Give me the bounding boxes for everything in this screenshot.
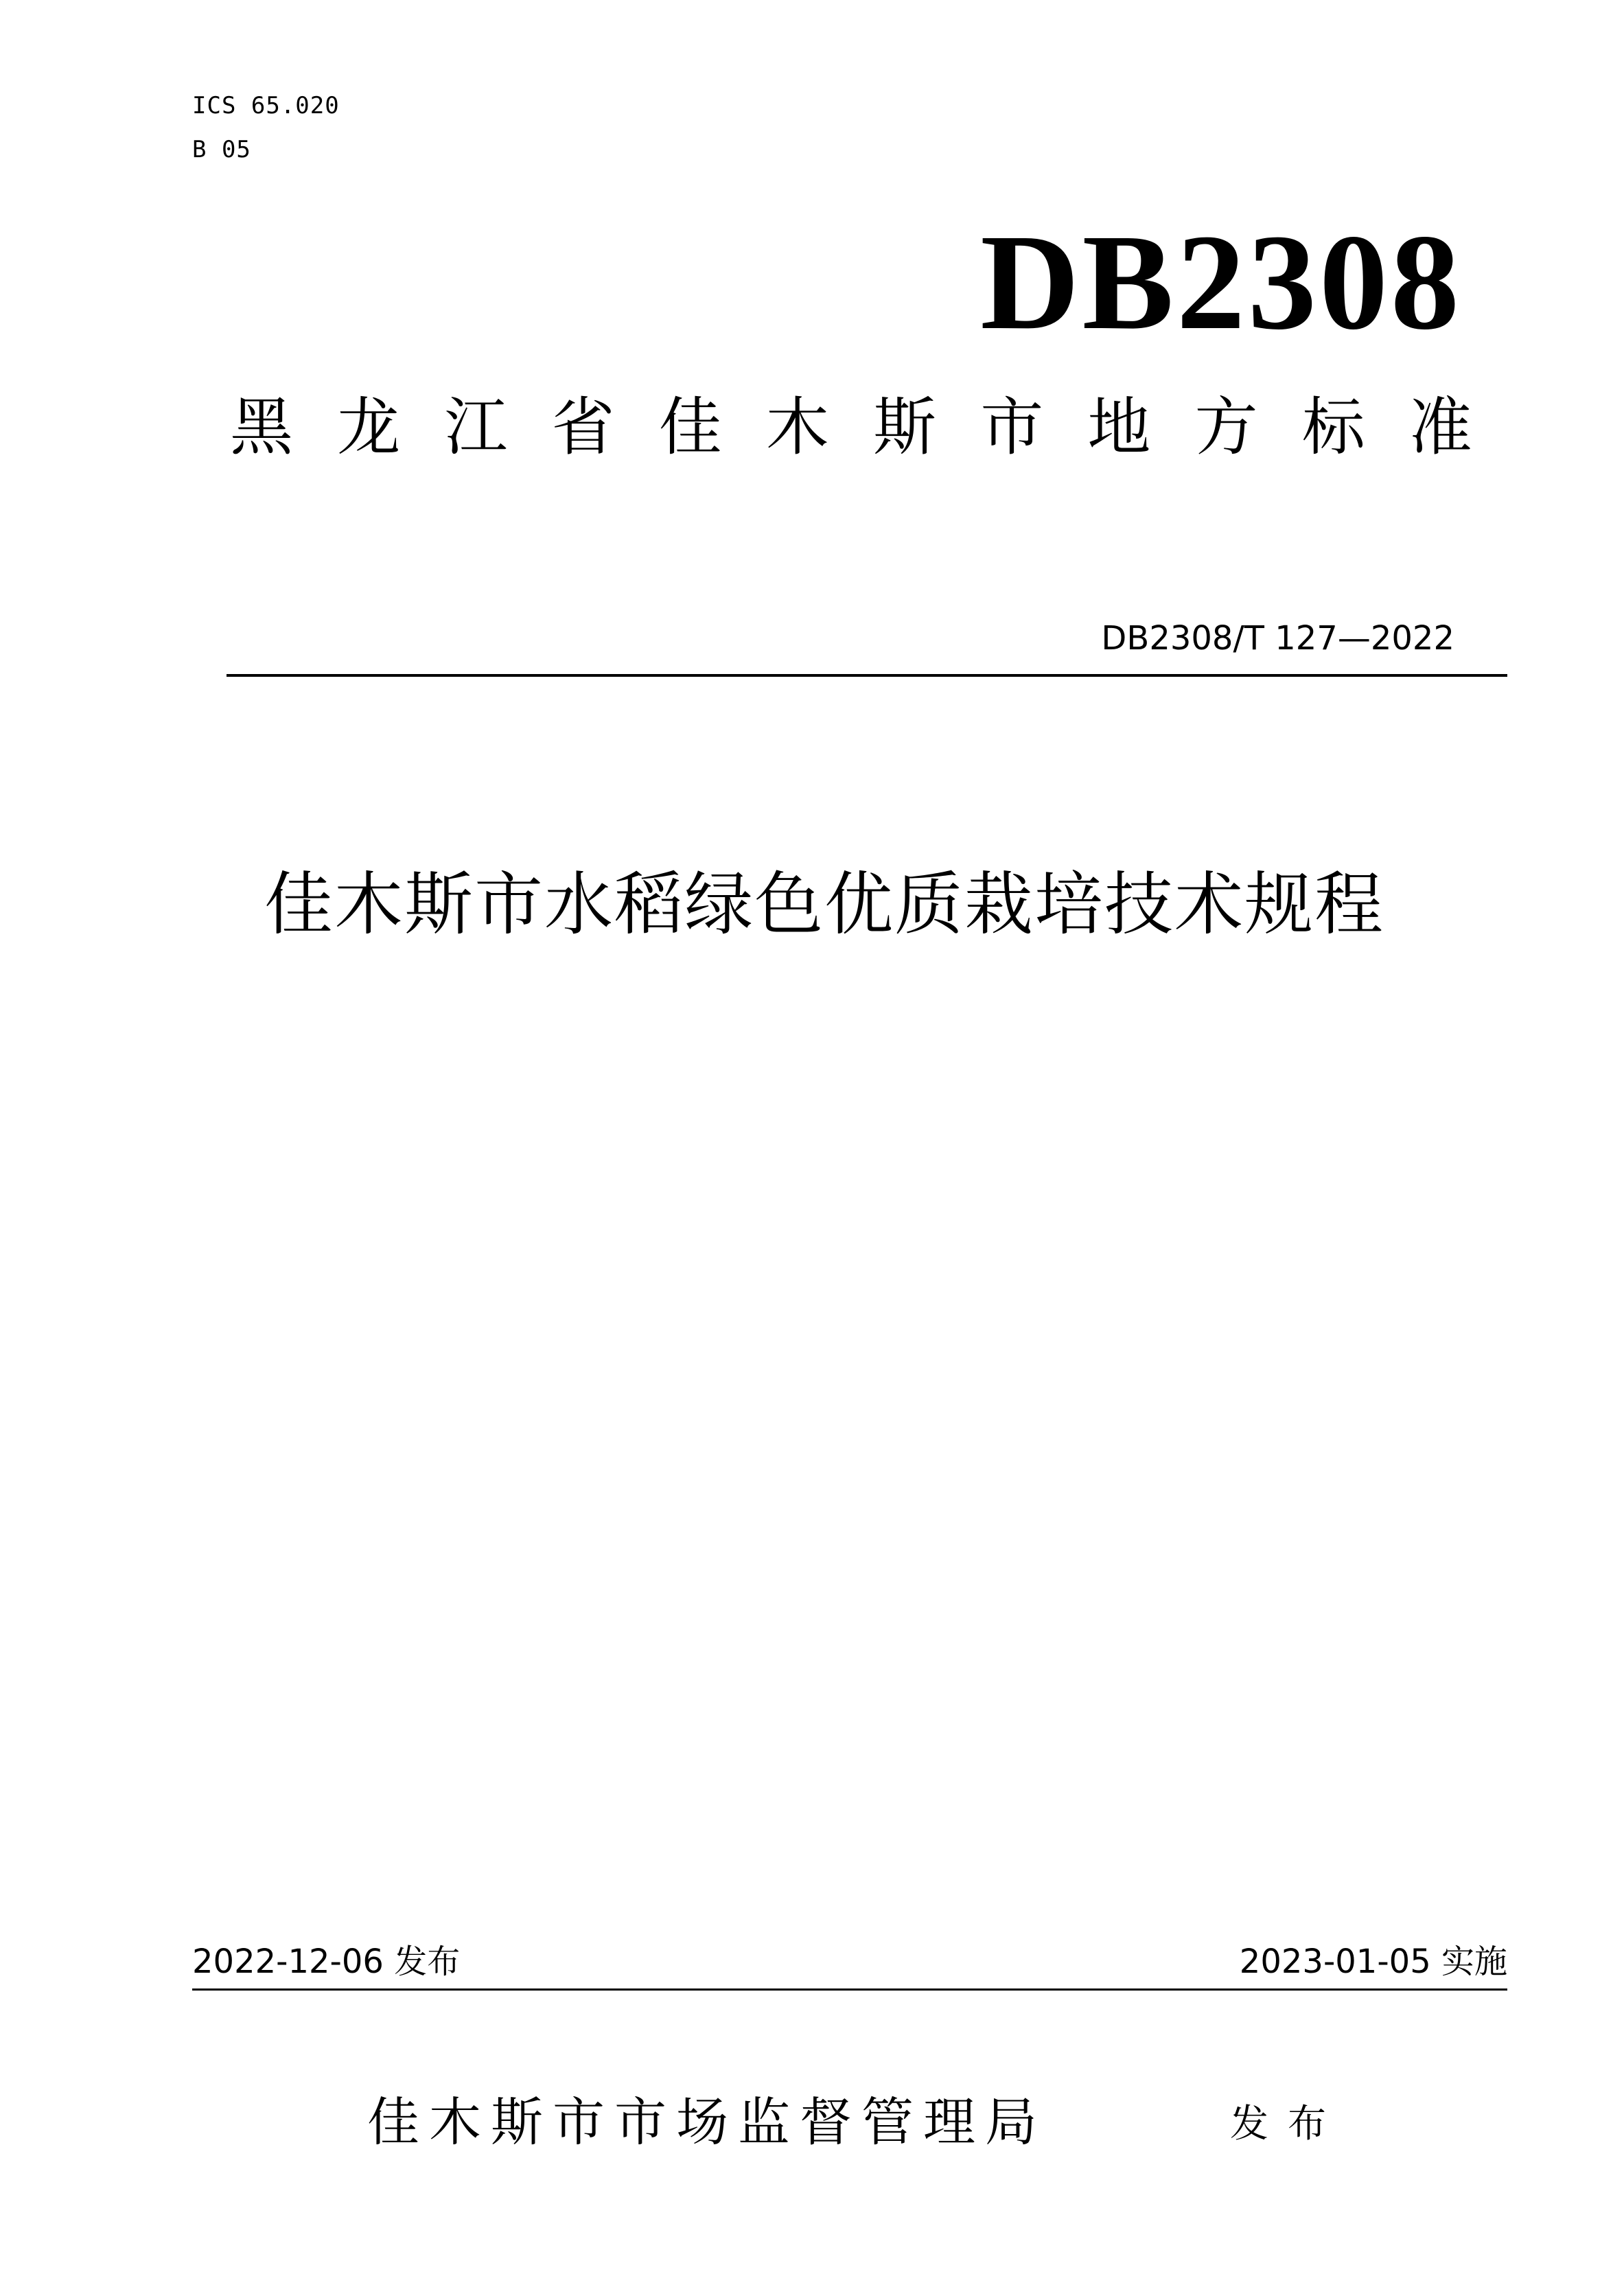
ics-code: ICS 65.020 [192,92,340,119]
implementation-date: 2023-01-05 实施 [1239,1943,1507,1981]
category-char: 市 [980,391,1044,464]
publisher-name: 佳木斯市市场监督管理局 [367,2094,1047,2152]
publish-label: 发布 [1230,2102,1345,2146]
category-char: 准 [1408,391,1472,464]
document-title: 佳木斯市水稻绿色优质栽培技术规程 [264,864,1384,944]
header-divider [227,674,1507,677]
category-char: 地 [1087,391,1151,464]
category-char: 斯 [873,391,937,464]
category-char: 标 [1301,391,1365,464]
ccs-code: B 05 [192,136,251,163]
standard-number: DB2308/T 127—2022 [1101,619,1454,658]
issue-date: 2022-12-06 发布 [192,1943,461,1981]
category-char: 方 [1194,391,1258,464]
category-char: 佳 [658,391,722,464]
category-char: 江 [444,391,508,464]
category-char: 省 [551,391,615,464]
category-char: 木 [765,391,829,464]
standard-code-large: DB2308 [980,207,1462,358]
category-char: 黑 [230,391,294,464]
footer-divider [192,1988,1507,1991]
category-char: 龙 [337,391,401,464]
standard-category [230,390,1472,465]
